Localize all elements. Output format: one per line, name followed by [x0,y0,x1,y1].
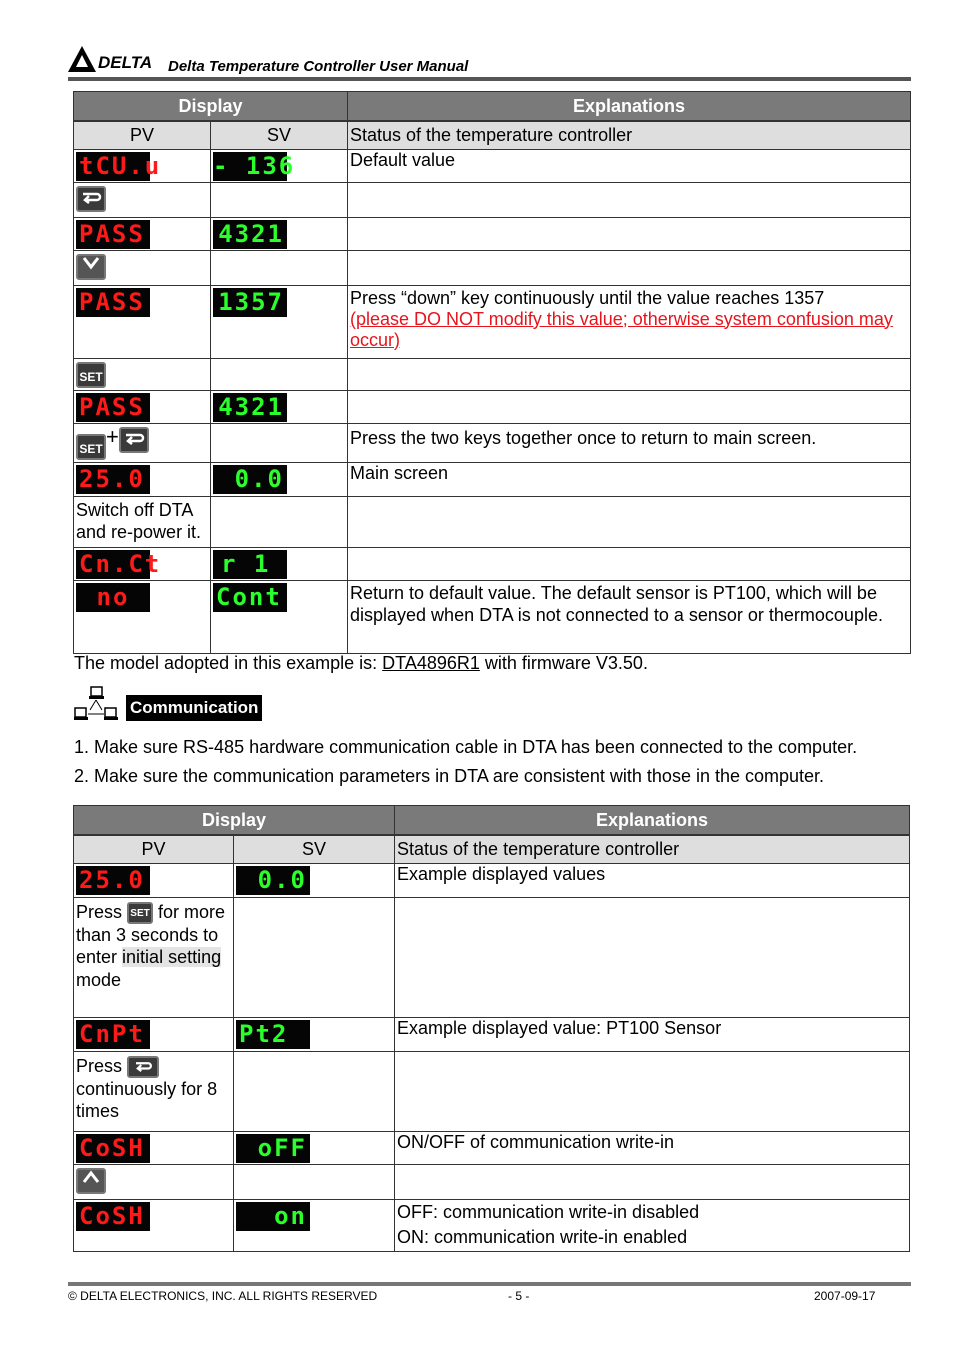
instruction-mode: mode [76,969,122,990]
plus-sign: + [106,423,119,449]
table-1-sub-sv: SV [211,121,348,149]
pv-display: Cn.Ct [76,550,150,579]
table-row [74,496,911,547]
sv-display: 1357 [213,288,287,317]
table-2-sub-status: Status of the temperature controller [395,835,910,863]
table-row [74,1164,910,1199]
table-row [74,390,911,423]
set-key-icon: SET [76,434,106,460]
table-row [74,149,911,182]
table-2-head-display: Display [74,806,395,836]
instruction-press: Press [76,1055,123,1076]
instruction-text: Switch off DTA and re-power it. [74,496,211,547]
up-key-icon [76,1168,106,1194]
table-row [74,1017,910,1051]
sv-display: 0.0 [236,866,310,895]
table-row [74,250,911,285]
model-note [74,653,648,674]
table-row [74,217,911,250]
step-1: 1. Make sure RS-485 hardware communication cable in DTA has been connected to the computer. [74,737,858,757]
explanation: Press the two keys together once to return to main screen. [348,423,911,462]
table-2 [73,805,910,1252]
explanation: Press “down” key continuously until the value reaches 1357 [350,287,825,308]
sv-display: 4321 [213,220,287,249]
model-note-suffix: with firmware V3.50. [479,653,648,673]
explanation: Main screen [348,462,911,496]
explanation: Return to default value. The default sensor is PT100, which will be displayed when DTA is not connected to a sensor or thermocouple. [348,580,911,653]
return-key-icon [76,186,106,212]
header-title: Delta Temperature Controller User Manual [168,58,469,75]
return-key-icon [127,1056,159,1078]
table-row [74,1051,910,1131]
network-icon [74,686,122,722]
table-2-sub-pv: PV [74,835,234,863]
pv-display: PASS [76,393,150,422]
footer-date: 2007-09-17 [814,1289,876,1303]
pv-display: no [76,583,150,612]
return-key-icon [119,427,149,453]
table-1-sub-status: Status of the temperature controller [348,121,911,149]
pv-display: CoSH [76,1202,150,1231]
table-row [74,1199,910,1251]
warning-text: (please DO NOT modify this value; otherwise system confusion may occur) [350,308,893,350]
table-row [74,897,910,1017]
explanation-on: ON: communication write-in enabled [397,1226,688,1247]
instruction-press: Press [76,901,123,922]
sv-display: 0.0 [213,465,287,494]
pv-display: CnPt [76,1020,150,1049]
table-row [74,547,911,580]
table-2-head-explanations: Explanations [395,806,910,836]
table-2-sub-sv: SV [234,835,395,863]
explanation: Example displayed values [395,863,910,897]
section-communication [74,686,259,722]
table-row [74,863,910,897]
sv-display: r 1 [213,550,287,579]
pv-display: 25.0 [76,866,150,895]
explanation-off: OFF: communication write-in disabled [397,1201,700,1222]
pv-display: 25.0 [76,465,150,494]
table-row [74,462,911,496]
table-row [74,423,911,462]
explanation: Example displayed value: PT100 Sensor [395,1017,910,1051]
pv-display: PASS [76,220,150,249]
pv-display: CoSH [76,1134,150,1163]
sv-display: Cont [213,583,287,612]
set-key-icon: SET [76,362,106,388]
set-key-icon: SET [127,902,153,924]
table-1-head-explanations: Explanations [348,92,911,122]
table-row [74,182,911,217]
model-name: DTA4896R1 [382,653,480,673]
page-header [68,42,911,82]
instruction-text: for more than 3 seconds to enter [76,901,226,968]
table-row [74,358,911,390]
model-note-prefix: The model adopted in this example is: [74,653,383,673]
explanation: Default value [348,149,911,182]
table-1-sub-pv: PV [74,121,211,149]
sv-display: Pt2 [236,1020,310,1049]
instruction-highlight: initial setting [122,947,222,968]
sv-display: oFF [236,1134,310,1163]
table-1 [73,91,911,654]
sv-display: on [236,1202,310,1231]
table-1-head-display: Display [74,92,348,122]
sv-display: 4321 [213,393,287,422]
delta-logo-icon [68,46,96,72]
table-row [74,285,911,358]
table-row [74,580,911,653]
explanation: ON/OFF of communication write-in [395,1131,910,1164]
footer-copyright: © DELTA ELECTRONICS, INC. ALL RIGHTS RESERVED [68,1289,378,1303]
pv-display: tCU.u [76,152,150,181]
delta-logo-text: DELTA [98,53,153,72]
footer-page-number: - 5 - [508,1289,530,1303]
sv-display: - 136 [213,151,296,180]
table-row [74,1131,910,1164]
down-key-icon [76,254,106,280]
header-rule [68,77,911,81]
step-2: 2. Make sure the communication parameters in DTA are consistent with those in the computer. [74,766,825,786]
instruction-text: continuously for 8 times [76,1078,218,1122]
section-title: Communication [126,695,262,721]
pv-display: PASS [76,288,150,317]
footer-rule [68,1282,911,1286]
